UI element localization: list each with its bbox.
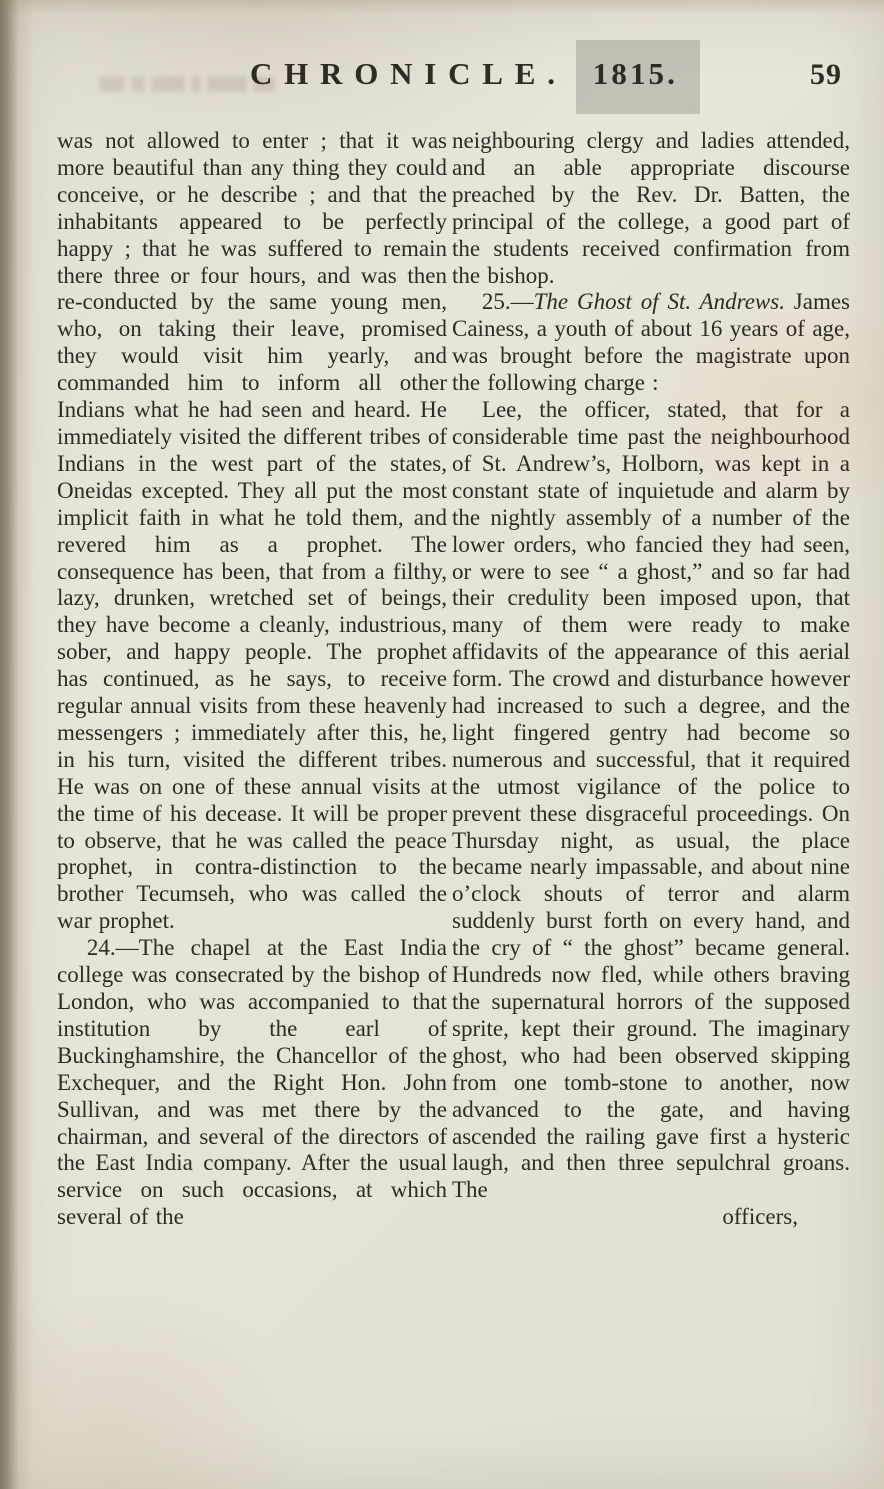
chronicle-title: CHRONICLE. <box>250 56 567 91</box>
year-label: 1815. <box>592 56 678 91</box>
left-text-column <box>57 128 447 1231</box>
ghost-heading-rest: James Cainess, a youth of about 16 years of age, was brought before the magistrate upon the following charge : <box>452 289 850 396</box>
running-head <box>0 56 884 108</box>
paragraph-indian-prophet: was not allowed to enter ; that it was more beautiful than any thing they could conceive, or he describe ; and that the inhabitants appeared to be perfectly happy ; that he was suffered to remain there three or four hours, and was then re-conducted by the same young men, who, on taking their leave, promised they would visit him yearly, and commanded him to inform all other Indians what he had seen and heard. He immediately visited the different tribes of Indians in the west part of the states, Oneidas excepted. They all put the most implicit faith in what he told them, and revered him as a prophet. The consequence has been, that from a filthy, lazy, drunken, wretched set of beings, they have become a cleanly, industrious, sober, and happy people. The prophet has continued, as he says, to receive regular annual visits from these heavenly messengers ; immediately after this, he, in his turn, visited the different tribes. He was on one of these annual visits at the time of his decease. It will be proper to observe, that he was called the peace prophet, in contra-distinction to the brother Tecumseh, who was called the war prophet. <box>57 128 447 934</box>
section-number: 25.— <box>481 289 534 315</box>
page-number: 59 <box>810 58 842 91</box>
catchword: officers, <box>722 1204 798 1230</box>
paragraph-ghost-account: Lee, the officer, stated, that for a considerable time past the neighbourhood of St. Andrew’s, Holborn, was kept in a constant state of inquietude and alarm by the nightly assembly of a number of the lower orders, who fancied they had seen, or were to see “ a ghost,” and so far had their credulity been imposed upon, that many of them were ready to make affidavits of the appearance of this aerial form. The crowd and disturbance however had increased to such a degree, and the light fingered gentry had become so numerous and successful, that it required the utmost vigilance of the police to prevent these disgraceful proceedings. On Thursday night, as usual, the place became nearly impassable, and about nine o’clock shouts of terror and alarm suddenly burst forth on every hand, and the cry of “ the ghost” became general. Hundreds now fled, while others braving the supernatural horrors of the supposed sprite, kept their ground. The imaginary ghost, who had been observed skipping from one tomb-stone to another, now advanced to the gate, and having ascended the railing gave first a hysteric laugh, and then three sepulchral groans. The <box>452 397 850 1203</box>
paragraph-east-india-chapel-continued: neighbouring clergy and ladies attended, and an able appropriate discourse preached by the Rev. Dr. Batten, the principal of the college, a good part of the students received confirmation from the bishop. <box>452 128 850 288</box>
page-top-edge-shading <box>0 0 884 14</box>
running-head-center <box>250 56 678 92</box>
ghost-of-st-andrews-title: The Ghost of St. Andrews. <box>533 289 785 315</box>
year-wrap <box>593 56 678 92</box>
paragraph-ghost-heading <box>452 289 850 397</box>
paragraph-east-india-chapel: 24.—The chapel at the East India college was consecrated by the bishop of London, who was accompanied to that institution by the earl of Buckinghamshire, the Chancellor of the Exchequer, and the Right Hon. John Sullivan, and was met there by the chairman, and several of the directors of the East India company. After the usual service on such occasions, at which several of the <box>57 935 447 1230</box>
right-text-column <box>452 128 850 1231</box>
spine-shadow <box>0 0 34 1489</box>
